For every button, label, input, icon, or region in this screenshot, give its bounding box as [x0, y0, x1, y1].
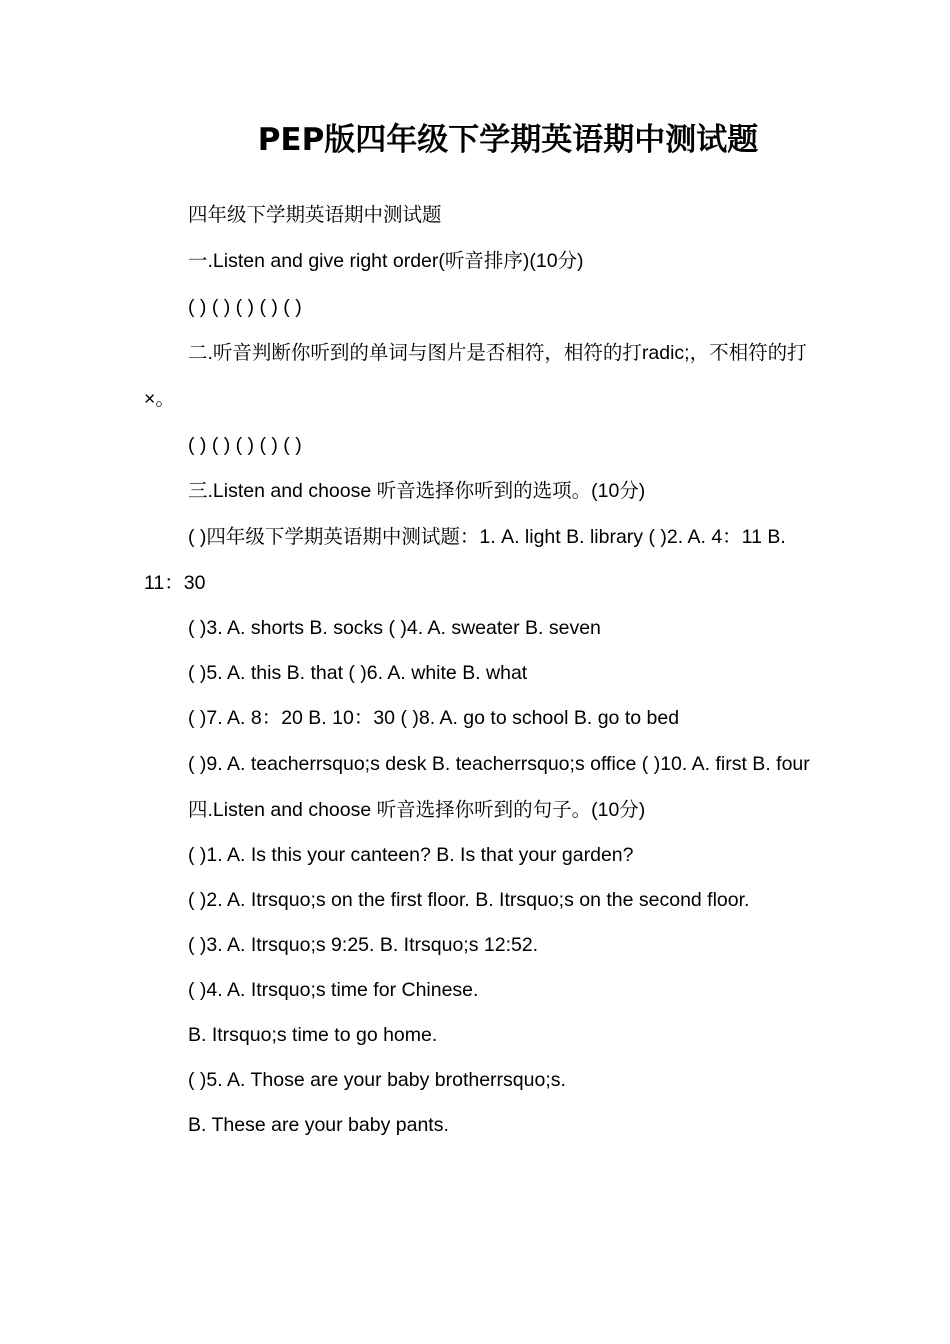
section-3-heading: 三.Listen and choose 听音选择你听到的选项。(10分) — [188, 480, 646, 502]
section-4-item-4a: ( )4. A. Itrsquo;s time for Chinese. — [188, 979, 479, 1001]
document-title: PEP版四年级下学期英语期中测试题 — [257, 122, 759, 158]
document-body — [144, 192, 810, 1148]
section-4-item-1: ( )1. A. Is this your canteen? B. Is that your garden? — [188, 844, 634, 866]
section-4-heading: 四.Listen and choose 听音选择你听到的句子。(10分) — [188, 799, 646, 821]
section-4-item-5b: B. These are your baby pants. — [188, 1114, 449, 1136]
section-4-item-2: ( )2. A. Itrsquo;s on the first floor. B. Itrsquo;s on the second floor. — [188, 889, 750, 911]
section-4-item-4b: B. Itrsquo;s time to go home. — [188, 1024, 438, 1046]
section-2-blanks: ( ) ( ) ( ) ( ) ( ) — [188, 434, 302, 456]
section-3-item-9-10: ( )9. A. teacherrsquo;s desk B. teacherrsquo;s office ( )10. A. first B. four — [188, 753, 810, 775]
section-4-item-5a: ( )5. A. Those are your baby brotherrsquo;s. — [188, 1069, 566, 1091]
section-3-item-5-6: ( )5. A. this B. that ( )6. A. white B. what — [188, 662, 528, 684]
section-1-heading: 一.Listen and give right order(听音排序)(10分) — [188, 250, 584, 272]
paragraph-subtitle: 四年级下学期英语期中测试题 — [188, 204, 442, 226]
section-3-item-3-4: ( )3. A. shorts B. socks ( )4. A. sweater B. seven — [188, 617, 601, 639]
section-4-item-3: ( )3. A. Itrsquo;s 9:25. B. Itrsquo;s 12:52. — [188, 934, 539, 956]
section-2-heading: 二.听音判断你听到的单词与图片是否相符，相符的打radic;，不相符的打×。 — [144, 342, 807, 410]
section-3-item-1-2: ( )四年级下学期英语期中测试题：1. A. light B. library ( )2. A. 4：11 B. 11：30 — [144, 526, 786, 594]
section-1-blanks: ( ) ( ) ( ) ( ) ( ) — [188, 296, 302, 318]
section-3-item-7-8: ( )7. A. 8：20 B. 10：30 ( )8. A. go to school B. go to bed — [188, 707, 680, 729]
